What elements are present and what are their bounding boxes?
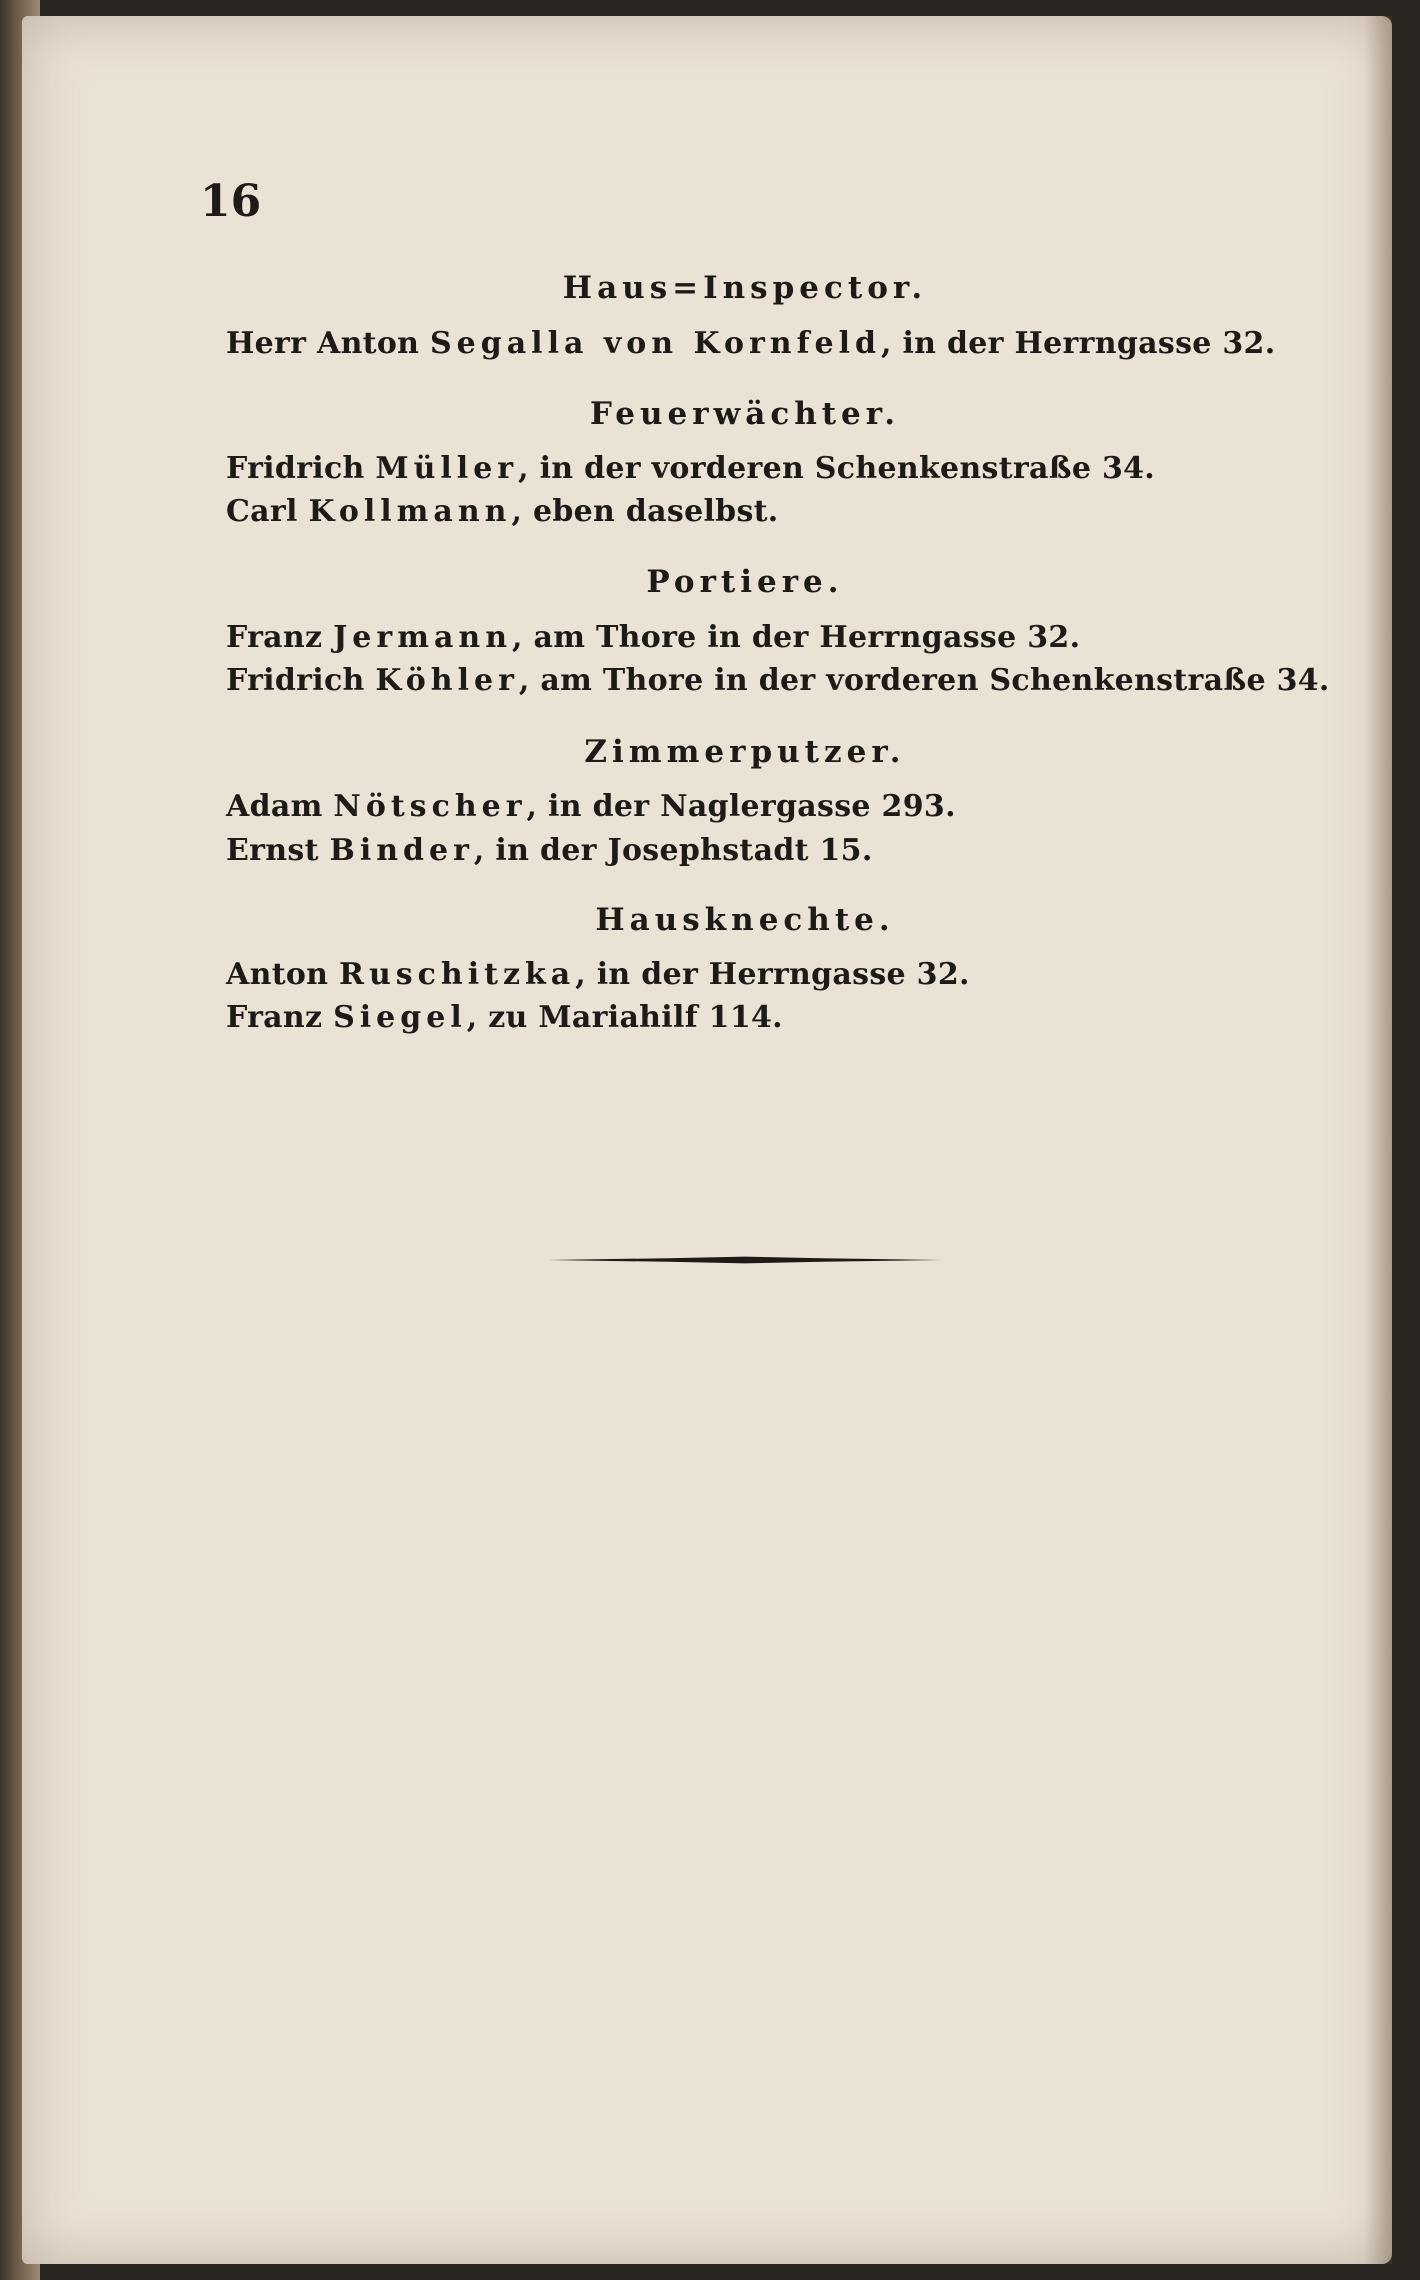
page-edge-shadow	[1364, 16, 1392, 2264]
end-rule-divider	[548, 1256, 942, 1264]
entry-line	[226, 663, 1330, 698]
entry-line	[226, 620, 1080, 655]
entry-name-spaced: Binder	[329, 833, 474, 868]
entry-address: , in der Naglergasse 293.	[526, 789, 956, 824]
section-heading-hausknechte: Hausknechte.	[595, 902, 895, 938]
entry-line	[226, 494, 779, 529]
entry-name: Herr Anton	[226, 326, 430, 361]
entry-address: , in der Herrngasse 32.	[575, 957, 970, 992]
entry-name-spaced: Segalla von Kornfeld	[430, 326, 881, 361]
entry-address: , eben daselbst.	[511, 494, 779, 529]
entry-name: Anton	[226, 957, 340, 992]
section-heading-haus-inspector: Haus=Inspector.	[562, 270, 928, 306]
entry-name: Fridrich	[226, 451, 376, 486]
entry-name-spaced: Siegel	[333, 1000, 467, 1035]
entry-name-spaced: Nötscher	[333, 789, 527, 824]
entry-name: Franz	[226, 620, 334, 655]
entry-line	[226, 957, 970, 992]
entry-address: , am Thore in der vorderen Schenkenstraße 34.	[518, 663, 1330, 698]
entry-line	[226, 789, 956, 824]
section-heading-feuerwaechter: Feuerwächter.	[589, 396, 901, 432]
entry-address: , in der Josephstadt 15.	[473, 833, 873, 868]
entry-name: Ernst	[226, 833, 330, 868]
entry-line	[226, 326, 1275, 361]
entry-name-spaced: Jermann	[333, 620, 513, 655]
entry-name-spaced: Kollmann	[308, 494, 512, 529]
entry-name-spaced: Müller	[375, 451, 519, 486]
entry-line	[226, 451, 1155, 486]
section-heading-zimmerputzer: Zimmerputzer.	[584, 734, 906, 770]
entry-name-spaced: Ruschitzka	[339, 957, 576, 992]
entry-line	[226, 833, 873, 868]
page-number: 16	[200, 176, 262, 227]
entry-address: , in der Herrngasse 32.	[880, 326, 1276, 361]
entry-name-spaced: Köhler	[375, 663, 519, 698]
entry-name: Franz	[226, 1000, 334, 1035]
entry-address: , am Thore in der Herrngasse 32.	[512, 620, 1081, 655]
entry-address: , zu Mariahilf 114.	[466, 1000, 783, 1035]
entry-name: Carl	[226, 494, 309, 529]
section-heading-portiere: Portiere.	[646, 564, 844, 600]
entry-name: Adam	[226, 789, 334, 824]
entry-name: Fridrich	[226, 663, 376, 698]
entry-line	[226, 1000, 783, 1035]
entry-address: , in der vorderen Schenkenstraße 34.	[518, 451, 1156, 486]
